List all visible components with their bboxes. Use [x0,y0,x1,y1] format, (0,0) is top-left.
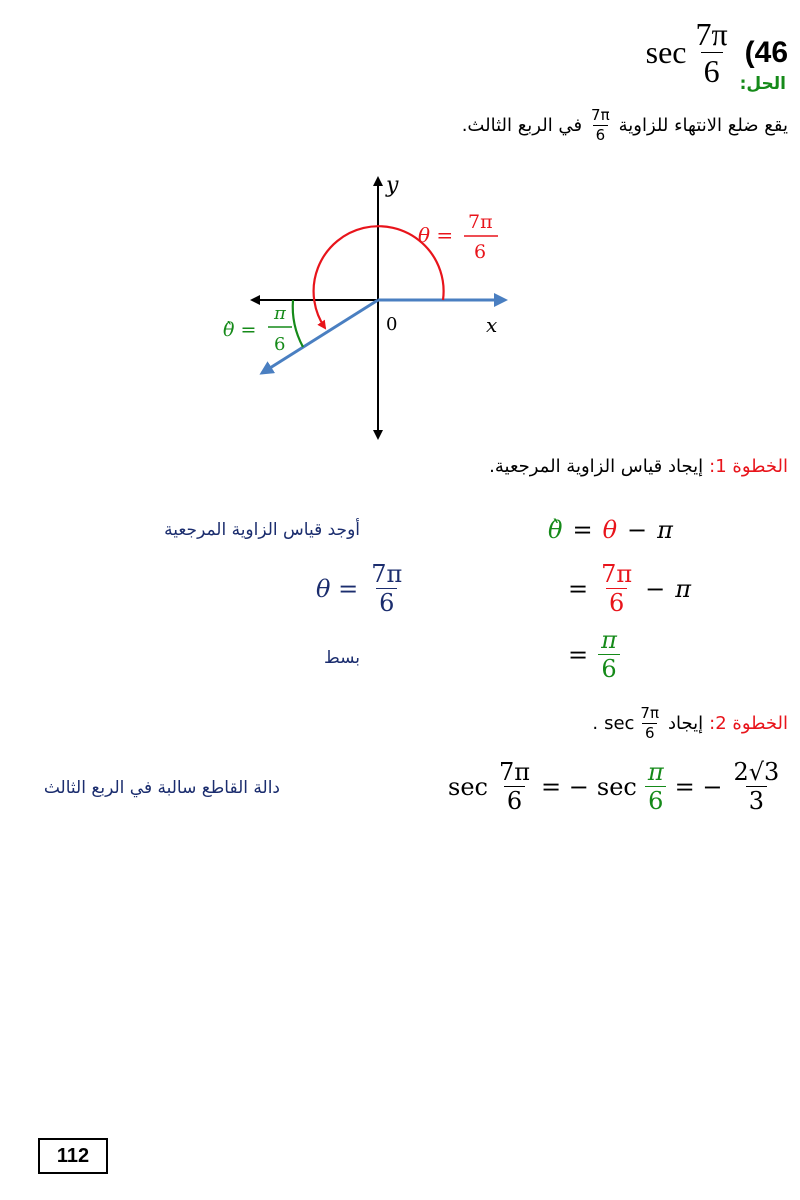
final-frac2-num: π [647,758,664,786]
intro-frac-den: 6 [593,125,609,143]
final-equals-1: = − [541,772,589,801]
step2-text: إيجاد [668,713,704,734]
step2-frac-num: 7π [640,704,659,722]
row3-fraction [598,628,620,681]
note-frac-den: 6 [376,588,397,615]
intro-fraction [588,108,613,143]
theta-num: 7π [468,211,493,233]
problem-fraction [692,18,730,87]
note-fraction [368,562,405,615]
final-note: دالة القاطع سالبة في الربع الثالث [43,778,280,798]
final-frac1-num: 7π [498,758,531,786]
step2-period: . [592,713,599,734]
final-frac3-num: 2√3 [733,758,780,786]
final-fraction-1 [496,760,533,813]
derivation-row-2 [568,562,691,615]
theta-symbol: θ [602,516,618,544]
final-equals-2: = − [674,772,723,801]
ref-angle-label: θ̀ = [223,319,257,341]
ref-angle-num: π [274,303,286,324]
angle-diagram [200,170,530,445]
final-equation [448,760,782,813]
row2-frac-num: 7π [601,560,633,588]
pi-symbol: π [675,574,692,603]
row3-frac-num: π [601,626,617,654]
step2-frac-den: 6 [642,723,658,741]
step2-fraction [637,706,662,741]
row3-frac-den: 6 [598,654,619,681]
reference-arc [293,300,303,347]
final-func-2: sec [596,772,637,801]
row2-frac-den: 6 [606,588,627,615]
pi-symbol: π [657,516,673,544]
problem-frac-num: 7π [695,16,728,52]
step1-text: إيجاد قياس الزاوية المرجعية. [489,456,704,477]
minus-sign: − [645,574,666,603]
y-axis-label: y [386,173,399,198]
intro-frac-num: 7π [591,106,610,124]
theta-den: 6 [474,241,487,263]
row2-fraction [598,562,635,615]
step2-line [592,706,788,741]
x-axis-label: x [486,313,498,337]
intro-text-after: في الربع الثالث. [461,115,583,136]
note-row-3: بسط [323,648,360,668]
note-row-1: أوجد قياس الزاوية المرجعية [164,520,360,540]
step1-line [489,456,788,477]
derivation-row-1 [548,516,673,544]
step1-label: الخطوة 1: [709,456,788,477]
problem-expression [646,18,731,87]
step2-func: sec [604,713,635,734]
final-fraction-3 [730,760,782,813]
ref-angle-den: 6 [274,334,286,355]
page-number: 112 [56,1144,90,1167]
theta-label: θ = [418,223,454,247]
equals-sign: = [572,516,593,544]
intro-text-before: يقع ضلع الانتهاء للزاوية [618,115,788,136]
ref-theta-symbol: θ̀ [548,516,563,544]
note-row-2 [316,562,405,615]
note-theta-eq: θ = [316,574,359,603]
step2-label: الخطوة 2: [709,713,788,734]
problem-number: (46 [744,35,788,69]
final-frac2-den: 6 [645,786,666,813]
origin-label: 0 [386,314,398,335]
equals-sign: = [568,640,589,669]
note-frac-num: 7π [371,560,403,588]
problem-func: sec [645,34,687,70]
equals-sign: = [568,574,589,603]
final-fraction-2 [645,760,667,813]
derivation-row-3 [568,628,620,681]
final-frac3-den: 3 [746,786,767,813]
final-frac1-den: 6 [504,786,525,813]
step2-expression [604,706,662,741]
final-func-1: sec [448,772,488,801]
solution-label: الحل: [739,74,786,94]
intro-sentence [462,108,788,143]
minus-sign: − [627,516,648,544]
page-number-box [38,1138,108,1174]
problem-frac-den: 6 [701,52,723,87]
